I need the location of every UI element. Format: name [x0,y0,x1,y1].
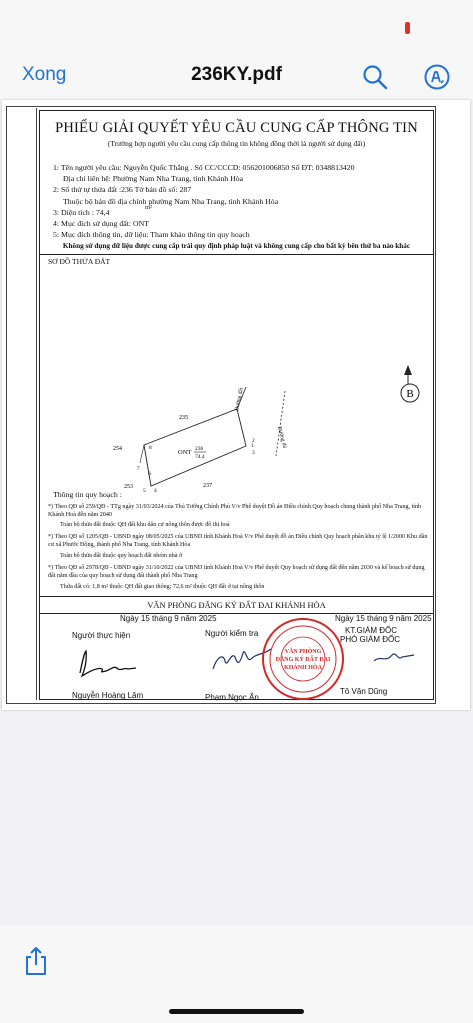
parcel-label-254: 254 [113,446,122,452]
purpose-line: 5: Mục đích thông tin, dữ liệu: Tham khảo thông tin quy hoạch [53,230,250,239]
road2-label: Đường đá [276,425,288,449]
map-section-title: SƠ ĐỒ THỬA ĐẤT [48,257,111,266]
parcel-label-237: 237 [203,483,212,489]
executor-title: Người thực hiện [72,631,131,640]
vertex-1: 1 [251,443,254,449]
vertex-6: 6 [148,471,151,477]
area-text: 3: Diện tích : 74,4 [53,208,110,217]
address-line: Địa chỉ liên hệ: Phường Nam Nha Trang, tỉnh Khánh Hòa [63,174,244,183]
executor-signature [70,643,150,683]
form-title: PHIẾU GIẢI QUYẾT YÊU CẦU CUNG CẤP THÔNG TIN [55,120,418,136]
planning-note-2: Toàn bộ thửa đất thuộc quy hoạch đất nhóm nhà ở [60,553,183,559]
deputy-signature [370,643,420,673]
usage-warning: Không sử dụng dữ liệu được cung cấp trái quy định pháp luật và không cung cấp cho bất kỳ bên thứ ba nào khác [62,242,411,250]
date-right: Ngày 15 tháng 9 năm 2025 [335,614,432,623]
north-arrow-icon [404,365,412,375]
markup-icon[interactable] [424,64,450,90]
vertex-2: 2 [252,438,255,444]
boundary-ext-left [140,445,144,463]
share-icon[interactable] [24,946,48,976]
date-left: Ngày 15 tháng 9 năm 2025 [120,614,217,623]
executor-name: Nguyễn Hoàng Lâm [72,691,144,700]
map-set-line: Thuộc bộ bản đồ địa chính phường Nam Nha Trang, tỉnh Khánh Hòa [63,197,279,206]
pdf-page[interactable] [2,100,470,710]
vertex-7: 7 [137,466,140,472]
stamp-line-1: VĂN PHÒNG [284,649,322,655]
stamp-line-2: ĐĂNG KÝ ĐẤT ĐAI [275,657,331,663]
divider-2 [40,596,433,597]
parcel-label-253: 253 [124,484,133,490]
search-icon[interactable] [362,64,388,90]
land-use-line: 4: Mục đích sử dụng đất: ONT [53,219,150,228]
planning-note-1: Toàn bộ thửa đất thuộc QH đất khu dân cư nông thôn được đô thị hoá [60,522,230,528]
north-label: B [406,388,414,400]
deputy-title: PHÓ GIÁM ĐỐC [340,635,401,644]
road1-label: Đường đất [234,387,245,412]
vertex-8: 8 [149,445,152,451]
checker-name: Phạm Ngọc Ẩn [205,693,259,702]
parcel-number: 236 [195,446,204,452]
planning-note-3: Thửa đất có: 1,8 m² thuộc QH đất giao thông; 72,6 m² thuộc QH đất ở tại nông thôn [60,584,265,590]
planning-item-2: *) Theo QĐ số 1205/QĐ - UBND ngày 08/05/2025 của UBND tỉnh Khánh Hoà V/v Phê duyệt đồ án Điều chỉnh Quy hoạch phân khu tỷ lệ 1/2000 Khu dân cư xã Phước Đồng, thành phố Nha Trang, tỉnh Khánh Hòa [48,534,428,548]
checker-title: Người kiểm tra [205,629,259,638]
vertex-4: 4 [154,488,157,494]
recording-indicator [405,22,410,34]
parcel-map [40,251,433,494]
parcel-area: 74.4 [195,454,205,460]
requester-line: 1: Tên người yêu cầu: Nguyễn Quốc Thắng . Số CC/CCCD: 056201006850 Số ĐT: 0348813420 [53,163,355,172]
deputy-name: Tô Văn Dũng [340,687,388,696]
form-subtitle: (Trường hợp người yêu cầu cung cấp thông tin không đồng thời là người sử dụng đất) [107,139,366,148]
document-frame [39,110,434,700]
planning-header: Thông tin quy hoạch : [53,490,122,499]
home-indicator [169,1009,304,1014]
parcel-code: ONT [178,449,192,456]
vertex-5: 5 [143,488,146,494]
parcel-line: 2: Số thứ tự thửa đất :236 Tờ bản đồ số: 287 [53,185,192,194]
area-line [53,204,153,217]
planning-item-3: *) Theo QĐ số 2978/QĐ - UBND ngày 31/10/2022 của UBND tỉnh Khánh Hoà V/v Phê duyệt Quy hoạch sử dụng đất đến năm 2030 và kế hoạch sử dụng đất năm đầu của quy hoạch sử dụng đất thành phố Nha Trang [48,565,425,579]
stamp-line-3: KHÁNH HÒA [284,665,322,671]
office-name: VĂN PHÒNG ĐĂNG KÝ ĐẤT ĐAI KHÁNH HÒA [147,601,326,610]
done-button[interactable]: Xong [22,64,67,85]
director-title: KT.GIÁM ĐỐC [345,626,398,635]
document-title: 236KY.pdf [191,64,282,85]
vertex-3: 3 [252,450,255,456]
official-stamp [260,616,346,702]
parcel-label-235: 235 [179,415,188,421]
area-unit: m² [145,204,153,211]
planning-item-1: *) Theo QĐ số 259/QĐ - TTg ngày 31/03/2024 của Thủ Tướng Chính Phủ V/v Phê duyệt Đồ án Điều chỉnh Quy hoạch chung thành phố Nha Trang, tỉnh Khánh Hoà đến năm 2040 [48,504,422,518]
